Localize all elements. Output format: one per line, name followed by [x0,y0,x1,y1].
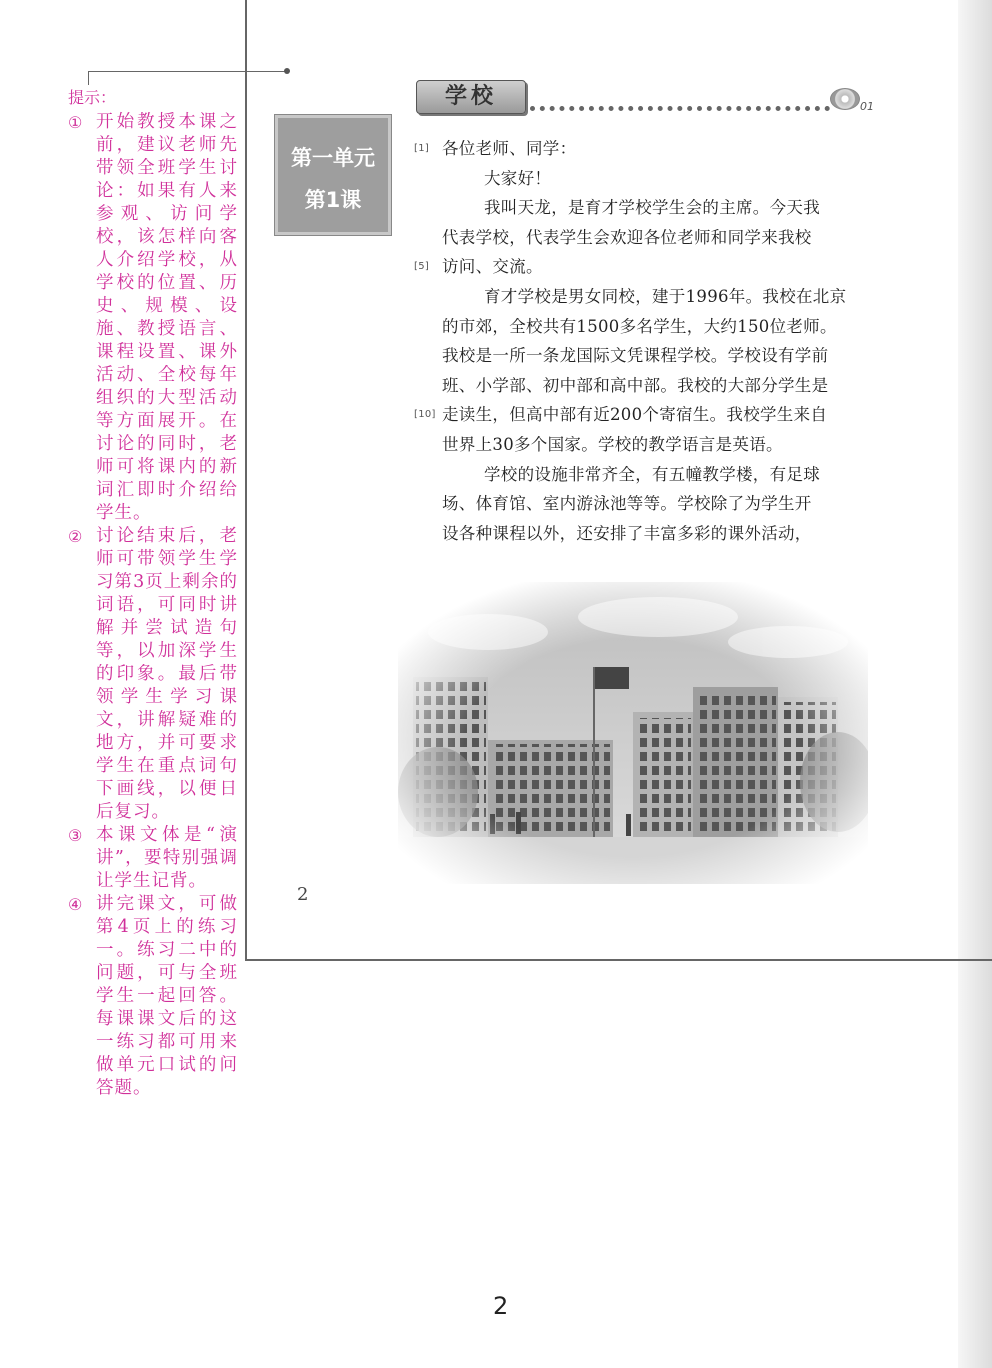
text-line [414,193,880,223]
line-text: 走读生，但高中部有近200个寄宿生。我校学生来自 [442,405,828,425]
lesson-title: 学校 [416,80,526,114]
teacher-hints [68,86,238,1100]
unit-lesson-box [275,115,391,235]
note-number: ③ [68,826,83,845]
text-line [414,282,880,312]
text-line [414,400,880,430]
line-text: 访问、交流。 [442,257,543,277]
audio-cd-icon [830,88,860,110]
note-number: ④ [68,895,83,914]
note-number: ② [68,527,83,546]
note-text: 讨论结束后，老师可带领学生学习第3页上剩余的词语，可同时讲解并尝试造句等，以加深学生的印象。最后带领学生学习课文，讲解疑难的地方，并可要求学生在重点词句下画线，以便日后复习。 [96,526,238,822]
line-text: 我校是一所一条龙国际文凭课程学校。学校设有学前 [442,346,829,366]
text-line [414,430,880,460]
lesson-text [414,134,880,548]
callout-line-vertical [88,71,89,85]
note-text: 讲完课文，可做第4页上的练习一。练习二中的问题，可与全班学生一起回答。每课课文后的这一练习都可用来做单元口试的问答题。 [96,894,238,1098]
line-text: 各位老师、同学： [442,139,577,158]
text-line [414,134,880,164]
line-number: [1] [414,143,430,154]
line-text: 大家好！ [484,168,552,188]
text-line [414,371,880,401]
note-text: 本课文体是“演讲”，要特别强调让学生记背。 [96,825,238,891]
line-number: [5] [414,261,430,273]
line-text: 设各种课程以外，还安排了丰富多彩的课外活动， [442,523,812,543]
hint-note [68,824,238,893]
hint-note [68,893,238,1100]
hint-note [68,525,238,824]
audio-track-number: 01 [860,100,874,113]
frame-line-left [245,0,247,960]
text-line [414,312,880,342]
school-illustration [398,582,868,884]
text-line [414,341,880,371]
line-text: 班、小学部、初中部和高中部。我校的大部分学生是 [442,375,829,395]
page-number: 2 [493,1292,509,1320]
title-dotted-rule [530,106,830,111]
note-number: ① [68,113,83,132]
callout-line-horizontal [88,71,288,72]
line-text: 世界上30多个国家。学校的教学语言是英语。 [442,434,783,454]
hint-note [68,111,238,525]
hints-title: 提示： [68,88,117,107]
line-text: 我叫天龙，是育才学校学生会的主席。今天我 [484,198,820,218]
page-edge-shadow [958,0,992,1368]
text-line [414,164,880,194]
text-line [414,519,880,549]
lesson-name: 第1课 [304,188,362,212]
text-line [414,460,880,490]
text-line [414,489,880,519]
line-text: 学校的设施非常齐全，有五幢教学楼，有足球 [484,464,820,484]
line-text: 育才学校是男女同校，建于1996年。我校在北京 [484,286,847,306]
note-text: 开始教授本课之前，建议老师先带领全班学生讨论：如果有人来参观、访问学校，该怎样向客人介绍学校，从学校的位置、历史、规模、设施、教授语言、课程设置、课外活动、全校每年组织的大型活动等方面展开。在讨论的同时，老师可将课内的新词汇即时介绍给学生。 [96,112,238,523]
line-number: [10] [414,409,436,421]
inner-page-number: 2 [297,884,309,905]
callout-dot [284,68,290,74]
line-text: 的市郊，全校共有1500多名学生，大约150位老师。 [442,316,837,336]
text-line [414,223,880,253]
unit-name: 第一单元 [291,146,375,170]
line-text: 场、体育馆、室内游泳池等等。学校除了为学生开 [442,494,812,514]
frame-line-bottom [245,959,992,961]
text-line [414,252,880,282]
line-text: 代表学校，代表学生会欢迎各位老师和同学来我校 [442,227,812,247]
